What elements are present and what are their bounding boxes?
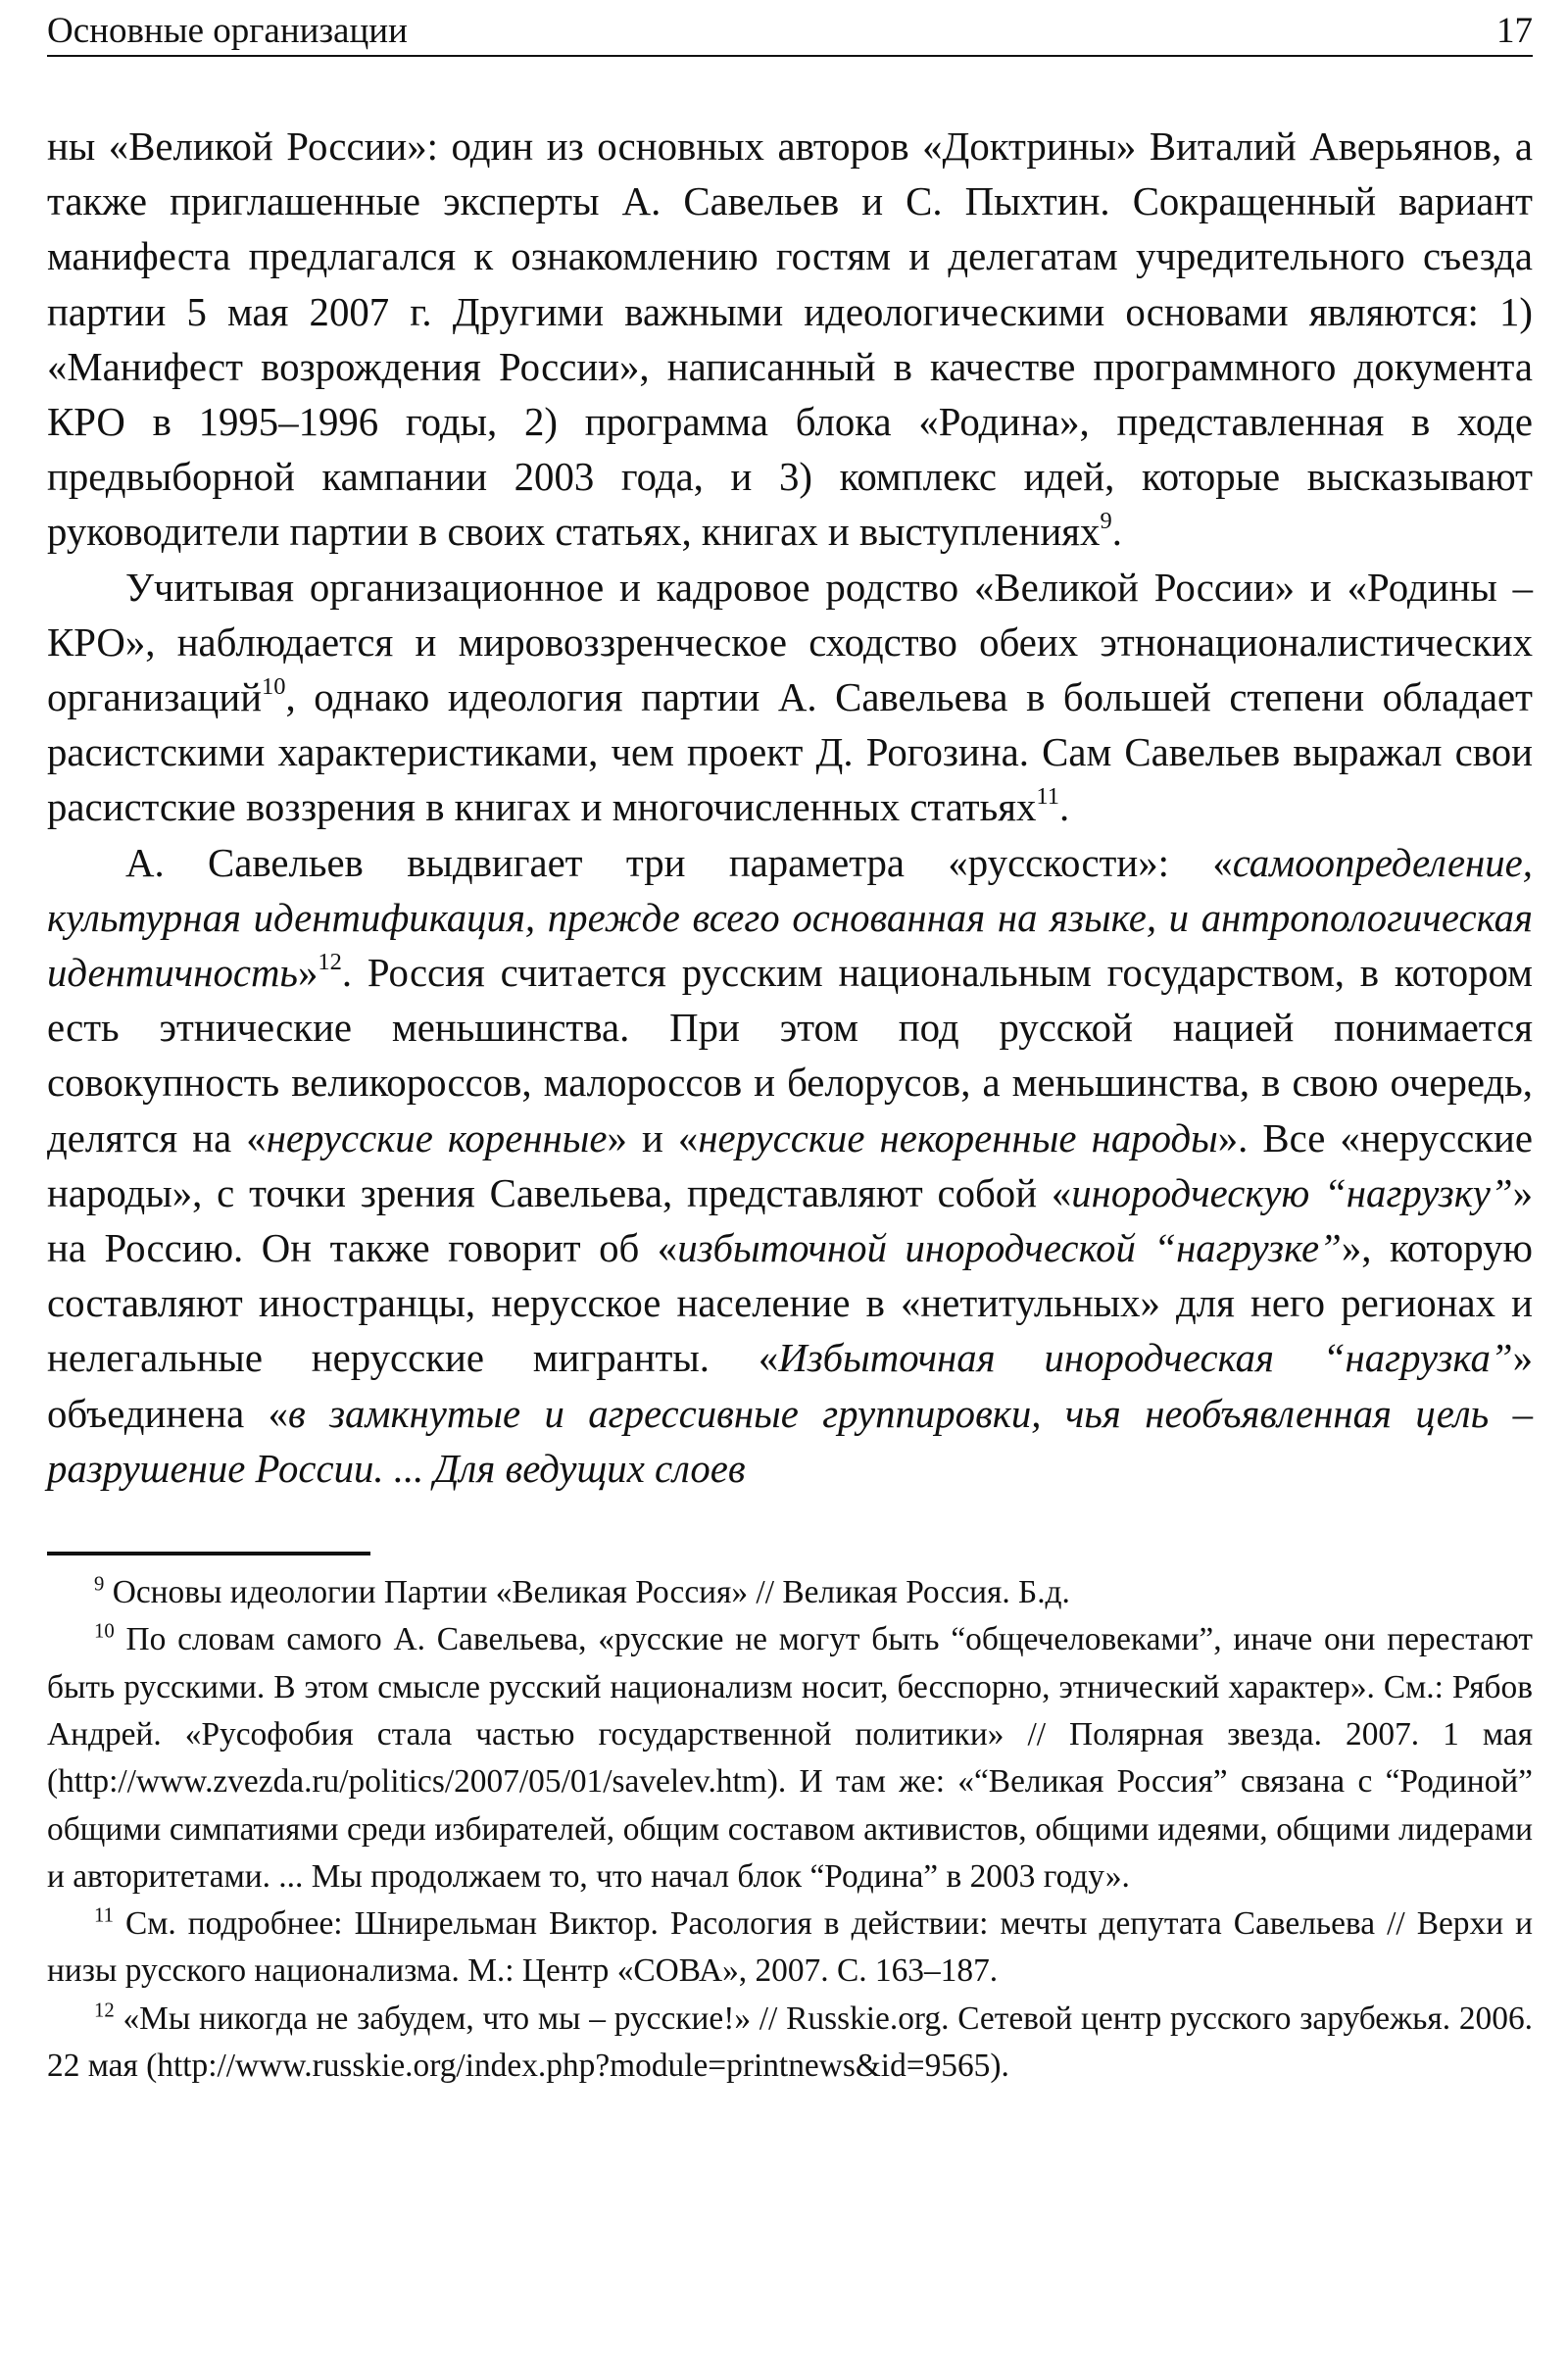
footnote-ref-11[interactable]: 11	[1036, 783, 1059, 811]
p3-text-f: » на Россию. Он также говорит об «	[47, 1170, 1533, 1271]
p3-quote-7: в замкнутые и агрессивные группировки, чья необъявленная цель – разрушение России. ... Для ведущих слоев	[47, 1391, 1533, 1491]
paragraph-1-text: ны «Великой России»: один из основных авторов «Доктрины» Виталий Аверьянов, а также приглашенные эксперты А. Савельев и С. Пыхтин. Сокращенный вариант манифеста предлагался к ознакомлению гостям и делегатам учредительного съезда партии 5 мая 2007 г. Другими важными идеологическими основами являются: 1) «Манифест возрождения России», написанный в качестве программного документа КРО в 1995–1996 годы, 2) программа блока «Родина», представленная в ходе предвыборной кампании 2003 года, и 3) комплекс идей, которые высказывают руководители партии в своих статьях, книгах и выступлениях	[47, 124, 1533, 555]
section-title: Основные организации	[47, 11, 408, 51]
p3-text-a: А. Савельев выдвигает три параметра «русскости»: «	[125, 840, 1233, 885]
p3-quote-5: избыточной инородческой “нагрузке”	[677, 1226, 1342, 1271]
running-header	[47, 0, 1533, 57]
p3-quote-3: нерусские некоренные народы	[698, 1115, 1218, 1160]
footnote-9	[47, 1569, 1533, 1616]
footnote-ref-9[interactable]: 9	[1100, 508, 1112, 535]
footnote-ref-12[interactable]: 12	[318, 949, 342, 976]
paragraph-1-end: .	[1111, 510, 1122, 555]
footnote-number: 12	[94, 2000, 115, 2022]
footnote-text: «Мы никогда не забудем, что мы – русские!» // Russkie.org. Сетевой центр русского зарубежья. 2006. 22 мая (http://www.russkie.org/index.php?module=printnews&id=9565).	[47, 2000, 1533, 2085]
p3-text-g: », которую составляют иностранцы, нерусское население в «нетитульных» для него регионах и нелегальные нерусские мигранты. «	[47, 1226, 1533, 1381]
p3-quote-6: Избыточная инородческая “нагрузка”	[778, 1336, 1513, 1381]
p3-text-e: ». Все «нерусские народы», с точки зрения Савельева, представляют собой «	[47, 1115, 1533, 1215]
footnote-number: 9	[94, 1573, 105, 1596]
book-page	[47, 0, 1533, 2090]
page-number: 17	[1496, 11, 1533, 51]
footnote-number: 11	[94, 1904, 114, 1927]
footnote-10	[47, 1616, 1533, 1901]
p3-quote-1: самоопределение, культурная идентификация, прежде всего основанная на языке, и антропологическая идентичность	[47, 840, 1533, 996]
footnotes	[47, 1569, 1533, 2090]
footnote-11	[47, 1901, 1533, 1996]
p3-text-d: » и «	[607, 1115, 699, 1160]
p3-quote-2: нерусские коренные	[266, 1115, 608, 1160]
p3-text-h: » объединена «	[47, 1336, 1533, 1436]
footnote-text: См. подробнее: Шнирельман Виктор. Расология в действии: мечты депутата Савельева // Верхи и низы русского национализма. М.: Центр «СОВА», 2007. С. 163–187.	[47, 1905, 1533, 1990]
paragraph-2	[47, 561, 1533, 836]
paragraph-2-end: .	[1058, 785, 1070, 830]
footnote-12	[47, 1996, 1533, 2091]
footnote-ref-10[interactable]: 10	[262, 673, 286, 700]
paragraph-1	[47, 120, 1533, 561]
main-text	[47, 120, 1533, 1497]
paragraph-2-text-a: Учитывая организационное и кадровое родство «Великой России» и «Родины – КРО», наблюдается и мировоззренческое сходство обеих этнонационалистических организаций	[47, 565, 1533, 720]
footnote-text: Основы идеологии Партии «Великая Россия» // Великая Россия. Б.д.	[112, 1574, 1070, 1611]
p3-text-c: . Россия считается русским национальным государством, в котором есть этнические меньшинства. При этом под русской нацией понимается совокупность великороссов, малороссов и белорусов, а меньшинства, в свою очередь, делятся на «	[47, 951, 1533, 1160]
footnote-text: По словам самого А. Савельева, «русские не могут быть “общечеловеками”, иначе они перестают быть русскими. В этом смысле русский национализм носит, бесспорно, этнический характер». См.: Рябов Андрей. «Русофобия стала частью государственной политики» // Полярная звезда. 2007. 1 мая (http://www.zvezda.ru/politics/2007/05/01/savelev.htm). И там же: «“Великая Россия” связана с “Родиной” общими симпатиями среди избирателей, общим составом активистов, общими идеями, общими лидерами и авторитетами. ... Мы продолжаем то, что начал блок “Родина” в 2003 году».	[47, 1621, 1533, 1895]
p3-text-b: »	[297, 951, 318, 996]
footnote-separator	[47, 1552, 370, 1555]
paragraph-3	[47, 836, 1533, 1497]
p3-quote-4: инородческую “нагрузку”	[1071, 1170, 1513, 1215]
footnote-number: 10	[94, 1620, 115, 1643]
paragraph-2-text-b: , однако идеология партии А. Савельева в большей степени обладает расистскими характеристиками, чем проект Д. Рогозина. Сам Савельев выражал свои расистские воззрения в книгах и многочисленных статьях	[47, 675, 1533, 830]
